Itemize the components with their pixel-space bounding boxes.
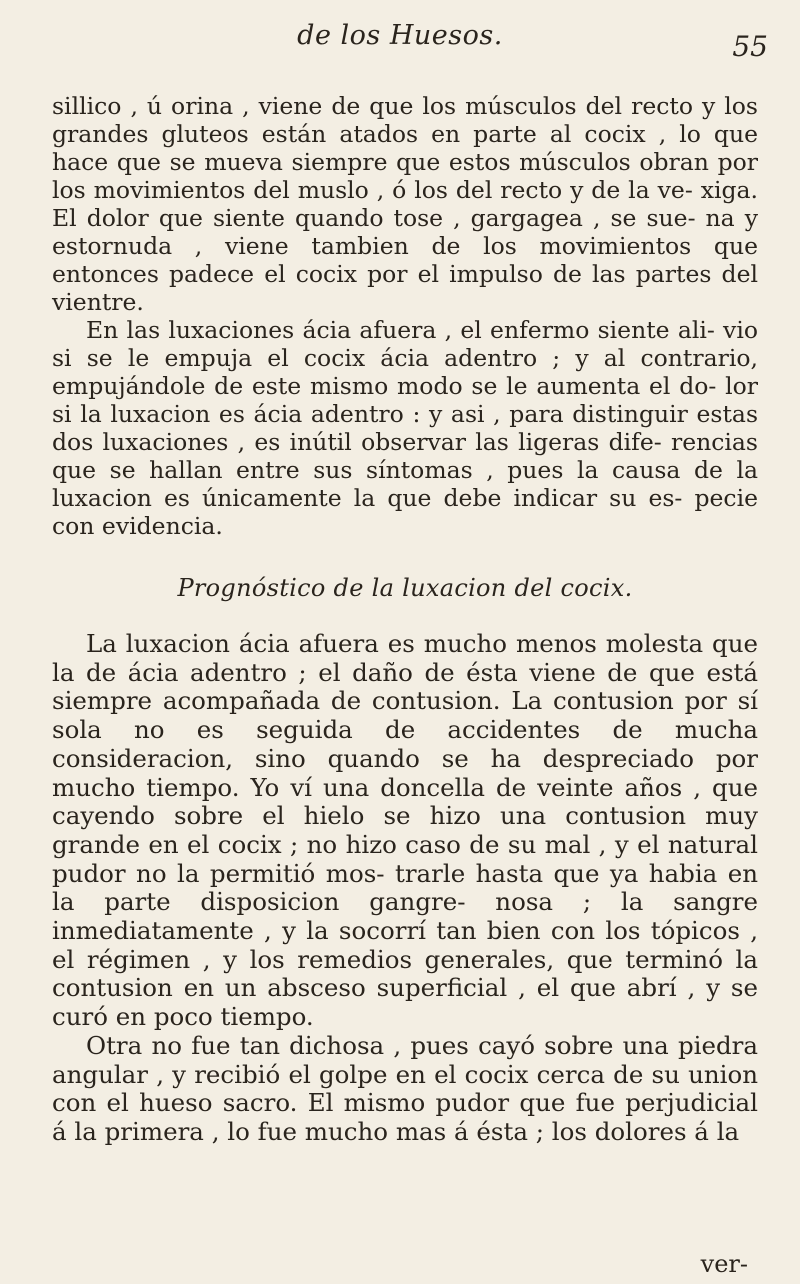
paragraph-prognosis: La luxacion ácia afuera es mucho menos molesta que la de ácia adentro ; el daño de ésta viene de que está siempre acompañada de contusion. La contusion por sí sola no es seguida de accidentes de mucha consideracion, sino quando se ha despreciado por mucho tiempo. Yo ví una doncella de veinte años , que cayendo sobre el hielo se hizo una contusion muy grande en el cocix ; no hizo caso de su mal , y el natural pudor no la permitió mos- trarle hasta que ya habia en la parte disposicion gangre- nosa ; la sangre inmediatamente , y la socorrí tan bien con los tópicos , el régimen , y los remedios generales, que terminó la contusion en un absceso superficial , el que abrí , y se curó en poco tiempo.: [52, 629, 758, 1032]
body-text: [52, 92, 758, 1147]
paragraph-luxaciones: En las luxaciones ácia afuera , el enfermo siente ali- vio si se le empuja el cocix ácia adentro ; y al contrario, empujándole de este mismo modo se le aumenta el do- lor si la luxacion es ácia adentro : y asi , para distinguir estas dos luxaciones , es inútil observar las ligeras dife- rencias que se hallan entre sus síntomas , pues la causa de la luxacion es únicamente la que debe indicar su es- pecie con evidencia.: [52, 316, 758, 540]
running-head: de los Huesos.: [297, 20, 503, 51]
section-heading: Prognóstico de la luxacion del cocix.: [177, 574, 633, 602]
paragraph-second-case: Otra no fue tan dichosa , pues cayó sobre una piedra angular , y recibió el golpe en el cocix cerca de su union con el hueso sacro. El mismo pudor que fue perjudicial á la primera , lo fue mucho mas á ésta ; los dolores á la: [52, 1030, 758, 1146]
prognosis-section: [52, 630, 758, 1147]
page-header: [0, 14, 800, 64]
catchword: ver-: [700, 1250, 748, 1278]
paragraph-continued: sillico , ú orina , viene de que los músculos del recto y los grandes gluteos están atados en parte al cocix , lo que hace que se mueva siempre que estos músculos obran por los movimientos del muslo , ó los del recto y de la ve- xiga. El dolor que siente quando tose , gargagea , se sue- na y estornuda , viene tambien de los movimientos que entonces padece el cocix por el impulso de las partes del vientre.: [52, 92, 758, 316]
page-number: 55: [732, 30, 768, 63]
